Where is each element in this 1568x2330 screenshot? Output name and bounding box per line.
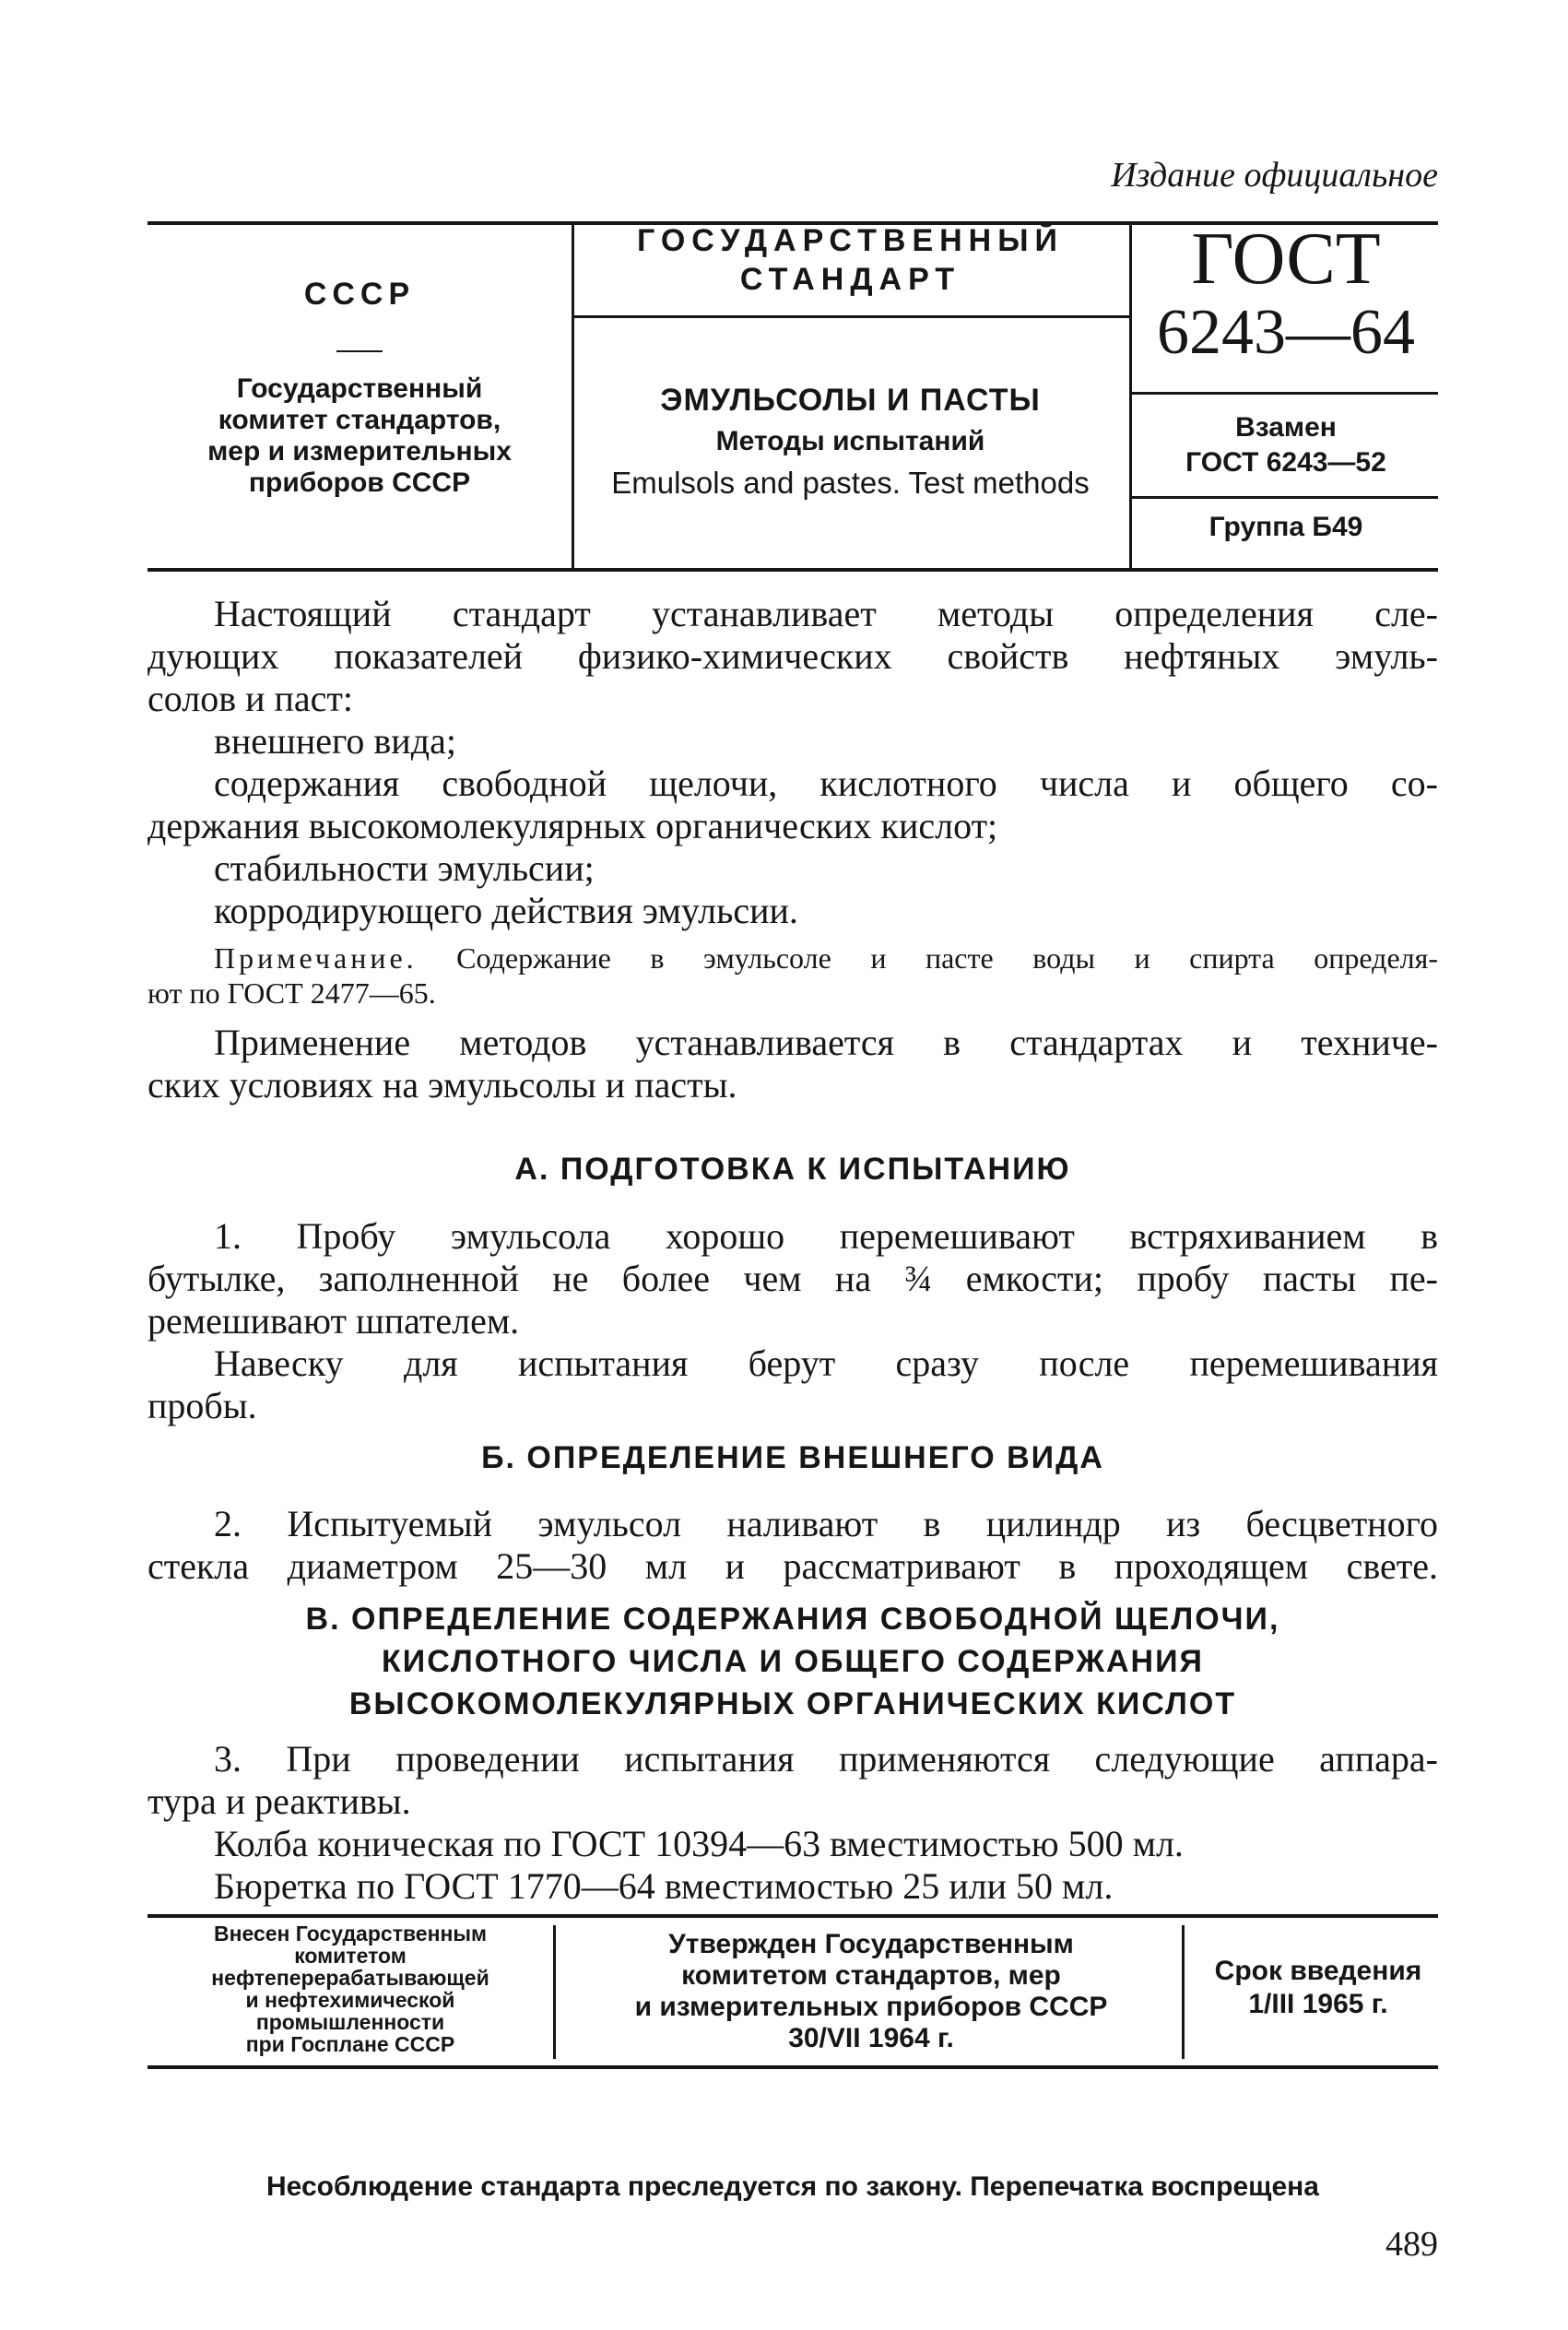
- heading-line: КИСЛОТНОГО ЧИСЛА И ОБЩЕГО СОДЕРЖАНИЯ: [382, 1644, 1204, 1679]
- indicator-item: [147, 763, 1438, 805]
- approved-by: [562, 1929, 1180, 2054]
- text-line: Применение методов устанавливается в стандартах и техниче-: [214, 1022, 1438, 1063]
- text-line: ских условиях на эмульсолы и пасты.: [147, 1064, 737, 1106]
- state-standard-label: [576, 221, 1125, 299]
- note-line: [147, 940, 1438, 976]
- text-line: содержания свободной щелочи, кислотного числа и общего со-: [214, 763, 1438, 804]
- item-2-paragraph: [147, 1503, 1438, 1588]
- note-label: Примечание.: [214, 941, 418, 975]
- footer-line: комитетом: [294, 1944, 407, 1968]
- effective-date: [1189, 1955, 1447, 2021]
- note-paragraph: [147, 940, 1438, 976]
- equipment-item: Бюретка по ГОСТ 1770—64 вместимостью 25 или 50 мл.: [214, 1865, 1114, 1907]
- footer-line: Утвержден Государственным: [668, 1929, 1074, 1959]
- header-bottom-rule: [147, 568, 1438, 572]
- introduced-by: [147, 1922, 553, 2055]
- committee-line: приборов СССР: [248, 467, 471, 498]
- item-1b-paragraph-end: [147, 1385, 1438, 1427]
- text-line: пробы.: [147, 1385, 257, 1426]
- footer-line: и нефтехимической: [245, 1988, 455, 2012]
- committee-line: комитет стандартов,: [218, 405, 501, 435]
- committee-line: мер и измерительных: [207, 436, 512, 467]
- title-dash: [336, 350, 383, 352]
- committee-line: Государственный: [236, 373, 483, 404]
- text-line: стабильности эмульсии;: [214, 847, 595, 889]
- footer-divider-right: [1182, 1925, 1185, 2059]
- application-paragraph-end: [147, 1064, 1438, 1106]
- equipment-item: Колба коническая по ГОСТ 10394—63 вместимостью 500 мл.: [214, 1823, 1184, 1864]
- text-line: бутылке, заполненной не более чем на ¾ емкости; пробу пасты пе-: [147, 1258, 1438, 1299]
- footer-line: Срок введения: [1214, 1956, 1422, 1986]
- item-1b-paragraph: [147, 1342, 1438, 1385]
- note-paragraph-end: [147, 976, 1438, 1011]
- header-divider-right: [1129, 223, 1132, 569]
- text-line: ремешивают шпателем.: [147, 1300, 520, 1342]
- footer-bottom-rule: [147, 2065, 1438, 2069]
- footer-line: и измерительных приборов СССР: [634, 1992, 1108, 2022]
- text-line: Навеску для испытания берут сразу после перемешивания: [214, 1342, 1438, 1384]
- gost-number: 6243—64: [1157, 297, 1415, 368]
- replaces-standard: [1134, 410, 1438, 480]
- gost-label: ГОСТ: [1191, 219, 1381, 300]
- intro-paragraph-end: [147, 678, 1438, 720]
- text-line: держания высокомолекулярных органических кислот;: [147, 805, 998, 846]
- item-3-paragraph-end: [147, 1780, 1438, 1908]
- footer-line: при Госплане СССР: [245, 2032, 455, 2056]
- footer-top-rule: [147, 1914, 1438, 1918]
- section-a-heading: А. ПОДГОТОВКА К ИСПЫТАНИЮ: [514, 1152, 1071, 1187]
- item-1-paragraph-end: [147, 1300, 1438, 1342]
- footer-line: 1/III 1965 г.: [1248, 1989, 1388, 2019]
- footer-line: Внесен Государственным: [213, 1922, 488, 1946]
- header-right-rule-1: [1132, 392, 1438, 395]
- item-1-paragraph: [147, 1215, 1438, 1300]
- header-middle-rule: [573, 315, 1129, 318]
- replaces-line: Взамен: [1235, 412, 1337, 443]
- text-line: 1. Пробу эмульсола хорошо перемешивают встряхиванием в: [214, 1215, 1438, 1257]
- application-paragraph: [147, 1022, 1438, 1064]
- replaces-line: ГОСТ 6243—52: [1185, 447, 1386, 478]
- copyright-warning: Несоблюдение стандарта преследуется по закону. Перепечатка воспрещена: [266, 2171, 1319, 2202]
- footer-line: нефтеперерабатывающей: [211, 1966, 489, 1990]
- committee-name: [147, 373, 572, 499]
- document-title: ЭМУЛЬСОЛЫ И ПАСТЫ: [660, 383, 1041, 418]
- intro-paragraph: [147, 593, 1438, 678]
- indicator-item: [147, 720, 1438, 763]
- header-divider-left: [572, 223, 574, 569]
- page-number: 489: [1385, 2225, 1438, 2264]
- section-b-heading: Б. ОПРЕДЕЛЕНИЕ ВНЕШНЕГО ВИДА: [481, 1440, 1104, 1475]
- text-line: 3. При проведении испытания применяются следующие аппара-: [214, 1738, 1438, 1780]
- ussr-title: СССР: [303, 277, 416, 312]
- text-line: стекла диаметром 25—30 мл и рассматривают в проходящем свете.: [147, 1545, 1438, 1587]
- footer-line: комитетом стандартов, мер: [681, 1960, 1061, 1991]
- text-line: солов и паст:: [147, 678, 353, 719]
- note-text: Содержание в эмульсоле и пасте воды и спирта определя-: [456, 941, 1439, 975]
- edition-label: Издание официальное: [1111, 156, 1438, 195]
- text-line: Настоящий стандарт устанавливает методы определения сле-: [214, 593, 1438, 634]
- section-c-heading: [147, 1598, 1438, 1725]
- item-3-paragraph: [147, 1738, 1438, 1780]
- state-standard-line: ГОСУДАРСТВЕННЫЙ: [637, 223, 1064, 258]
- note-line: ют по ГОСТ 2477—65.: [147, 976, 436, 1010]
- text-line: тура и реактивы.: [147, 1780, 411, 1822]
- text-line: корродирующего действия эмульсии.: [214, 890, 798, 931]
- group-code: Группа Б49: [1208, 512, 1363, 542]
- document-subtitle: Методы испытаний: [715, 426, 985, 456]
- footer-line: промышленности: [255, 2010, 445, 2034]
- heading-line: ВЫСОКОМОЛЕКУЛЯРНЫХ ОРГАНИЧЕСКИХ КИСЛОТ: [348, 1686, 1237, 1721]
- footer-divider-left: [553, 1925, 556, 2059]
- footer-line: 30/VII 1964 г.: [788, 2023, 954, 2053]
- header-right-rule-2: [1132, 496, 1438, 499]
- text-line: внешнего вида;: [214, 720, 456, 762]
- english-title: Emulsols and pastes. Test methods: [611, 466, 1090, 500]
- state-standard-line: СТАНДАРТ: [739, 262, 961, 297]
- heading-line: В. ОПРЕДЕЛЕНИЕ СОДЕРЖАНИЯ СВОБОДНОЙ ЩЕЛОЧИ,: [305, 1602, 1280, 1637]
- text-line: дующих показателей физико-химических свойств нефтяных эмуль-: [147, 635, 1438, 677]
- indicator-item-end: [147, 805, 1438, 932]
- text-line: 2. Испытуемый эмульсол наливают в цилиндр из бесцветного: [214, 1503, 1438, 1544]
